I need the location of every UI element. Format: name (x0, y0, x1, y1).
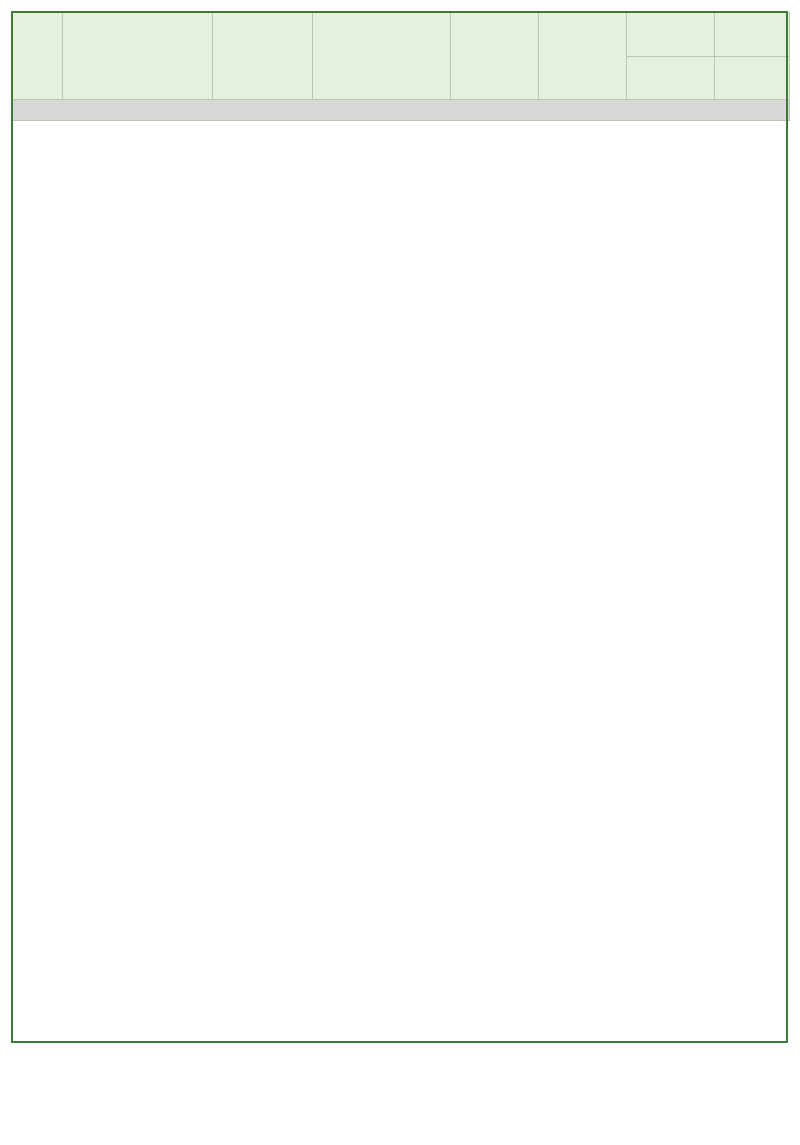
header-row (13, 13, 790, 57)
price-table (12, 12, 790, 121)
header-billing (213, 13, 313, 100)
header-spec (313, 13, 451, 100)
header-line-fee (715, 13, 790, 57)
header-net-fee (627, 13, 715, 57)
section-separator (13, 100, 790, 121)
table-frame (11, 11, 788, 1043)
header-product (63, 13, 213, 100)
separator-row (13, 100, 790, 121)
header-seq (13, 13, 63, 100)
header-unit (539, 13, 627, 100)
header-ip (451, 13, 539, 100)
header-net-tax (627, 57, 715, 100)
header-line-tax (715, 57, 790, 100)
